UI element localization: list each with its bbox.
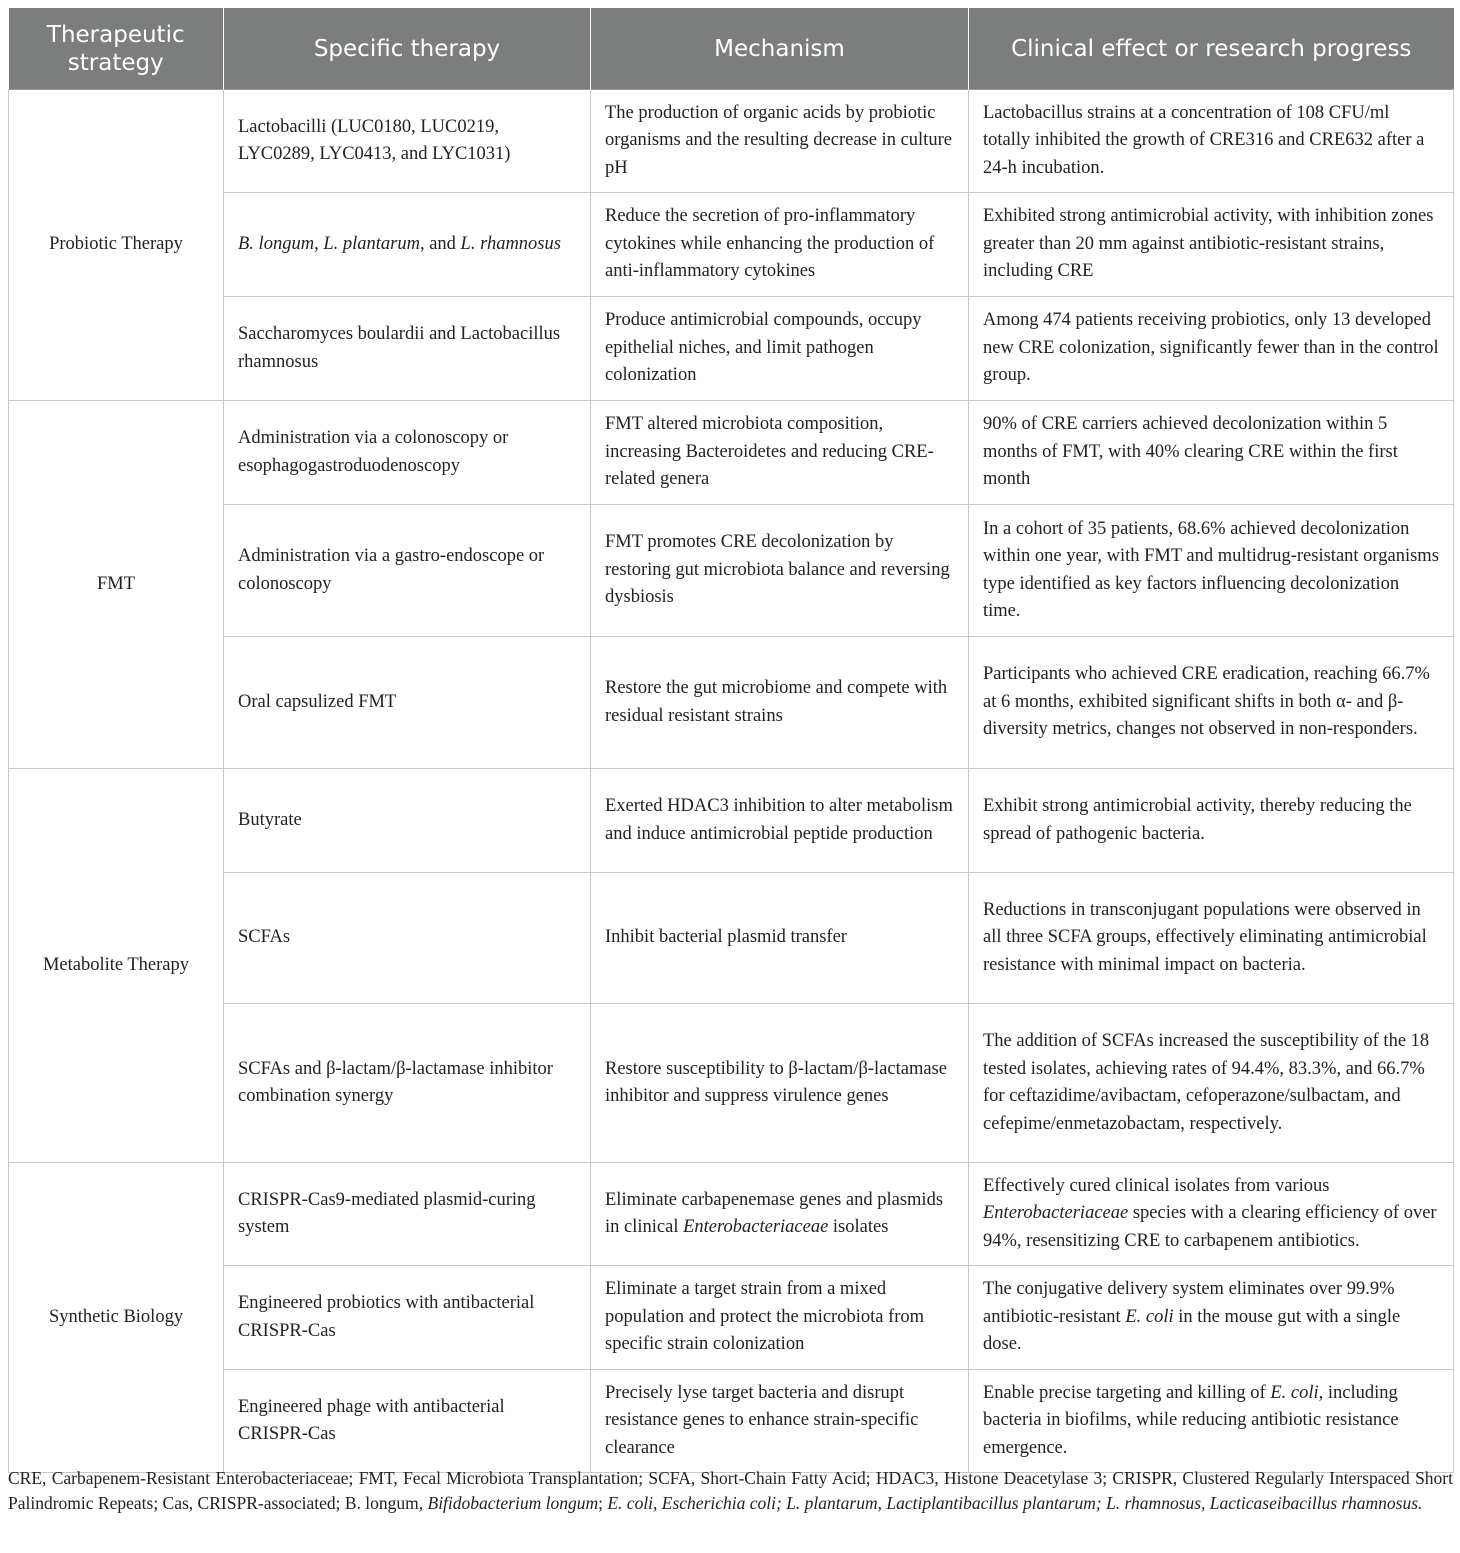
table-row [9, 637, 1454, 769]
table-row [9, 769, 1454, 873]
therapy-cell: Administration via a colonoscopy or esophagogastroduodenoscopy [224, 401, 591, 505]
text-segment: isolates [828, 1217, 889, 1237]
effect-cell: The addition of SCFAs increased the susceptibility of the 18 tested isolates, achieving rates of 94.4%, 83.3%, and 66.7% for ceftazidime/avibactam, cefoperazone/sulbactam, and cefepime/enmetazobactam, respectively. [969, 1004, 1454, 1163]
effect-cell: Reductions in transconjugant populations were observed in all three SCFA groups, effectively eliminating antimicrobial resistance with minimal impact on bacteria. [969, 873, 1454, 1004]
mechanism-cell: Reduce the secretion of pro-inflammatory cytokines while enhancing the production of anti-inflammatory cytokines [591, 193, 969, 297]
table-row [9, 1266, 1454, 1370]
species-name: E. coli [1270, 1382, 1319, 1403]
species-name: L. rhamnosus [460, 233, 561, 254]
header-strategy: Therapeutic strategy [9, 8, 224, 90]
mechanism-cell: Precisely lyse target bacteria and disrupt resistance genes to enhance strain-specific clearance [591, 1370, 969, 1473]
text-segment: , including bacteria in biofilms, while reducing antibiotic resistance emergence. [983, 1382, 1399, 1458]
therapy-table [8, 8, 1454, 1473]
effect-cell [969, 1163, 1454, 1266]
effect-cell: Exhibit strong antimicrobial activity, thereby reducing the spread of pathogenic bacteria. [969, 769, 1454, 873]
therapy-cell: SCFAs and β-lactam/β-lactamase inhibitor combination synergy [224, 1004, 591, 1163]
therapy-cell: Saccharomyces boulardii and Lactobacillus rhamnosus [224, 297, 591, 401]
effect-cell: Exhibited strong antimicrobial activity, with inhibition zones greater than 20 mm against antibiotic-resistant strains, including CRE [969, 193, 1454, 297]
mechanism-cell: Eliminate a target strain from a mixed population and protect the microbiota from specific strain colonization [591, 1266, 969, 1370]
therapy-cell: CRISPR-Cas9-mediated plasmid-curing system [224, 1163, 591, 1266]
mechanism-cell: FMT promotes CRE decolonization by restoring gut microbiota balance and reversing dysbiosis [591, 505, 969, 637]
mechanism-cell: Produce antimicrobial compounds, occupy epithelial niches, and limit pathogen colonization [591, 297, 969, 401]
therapy-cell [224, 193, 591, 297]
species-name: B. longum [238, 233, 315, 254]
table-row [9, 1163, 1454, 1266]
header-clinical-effect: Clinical effect or research progress [969, 8, 1454, 90]
species-name: E. coli [1125, 1306, 1174, 1327]
mechanism-cell: The production of organic acids by probiotic organisms and the resulting decrease in culture pH [591, 90, 969, 193]
header-mechanism: Mechanism [591, 8, 969, 90]
species-name: L. plantarum [323, 233, 420, 254]
footnote-italic: Bifidobacterium longum [427, 1493, 599, 1513]
table-row [9, 505, 1454, 637]
therapy-cell: Oral capsulized FMT [224, 637, 591, 769]
text-segment: Enable precise targeting and killing of [983, 1382, 1271, 1403]
strategy-cell: Probiotic Therapy [9, 90, 224, 401]
mechanism-cell: Restore susceptibility to β-lactam/β-lactamase inhibitor and suppress virulence genes [591, 1004, 969, 1163]
therapy-cell: Lactobacilli (LUC0180, LUC0219, LYC0289, LYC0413, and LYC1031) [224, 90, 591, 193]
footnote-italic: E. coli, Escherichia coli; L. plantarum, Lactiplantibacillus plantarum; L. rhamnosus, Lacticaseibacillus rhamnosus. [607, 1493, 1423, 1513]
mechanism-cell: FMT altered microbiota composition, increasing Bacteroidetes and reducing CRE-related genera [591, 401, 969, 505]
therapy-cell: Administration via a gastro-endoscope or colonoscopy [224, 505, 591, 637]
footnote-text: ; [598, 1493, 608, 1513]
species-name: Enterobacteriaceae [683, 1217, 829, 1237]
mechanism-cell: Restore the gut microbiome and compete with residual resistant strains [591, 637, 969, 769]
therapy-cell: SCFAs [224, 873, 591, 1004]
effect-cell [969, 1370, 1454, 1473]
effect-cell: Among 474 patients receiving probiotics, only 13 developed new CRE colonization, significantly fewer than in the control group. [969, 297, 1454, 401]
mechanism-cell [591, 1163, 969, 1266]
effect-cell: In a cohort of 35 patients, 68.6% achieved decolonization within one year, with FMT and multidrug-resistant organisms type identified as key factors influencing decolonization time. [969, 505, 1454, 637]
text-segment: , and [419, 233, 461, 254]
therapy-cell: Engineered probiotics with antibacterial CRISPR-Cas [224, 1266, 591, 1370]
effect-cell: Lactobacillus strains at a concentration of 108 CFU/ml totally inhibited the growth of CRE316 and CRE632 after a 24-h incubation. [969, 90, 1454, 193]
text-segment: Effectively cured clinical isolates from various [983, 1175, 1330, 1196]
text-segment: Eliminate carbapenemase genes and plasmids in clinical [605, 1189, 944, 1237]
table-row [9, 297, 1454, 401]
table-row [9, 873, 1454, 1004]
mechanism-cell: Exerted HDAC3 inhibition to alter metabolism and induce antimicrobial peptide production [591, 769, 969, 873]
strategy-cell: Synthetic Biology [9, 1163, 224, 1473]
effect-cell: Participants who achieved CRE eradication, reaching 66.7% at 6 months, exhibited significant shifts in both α- and β-diversity metrics, changes not observed in non-responders. [969, 637, 1454, 769]
strategy-cell: Metabolite Therapy [9, 769, 224, 1163]
table-row [9, 401, 1454, 505]
effect-cell: 90% of CRE carriers achieved decolonization within 5 months of FMT, with 40% clearing CRE within the first month [969, 401, 1454, 505]
table-row [9, 90, 1454, 193]
text-segment: The conjugative delivery system eliminates over 99.9% antibiotic-resistant [983, 1279, 1395, 1327]
mechanism-cell: Inhibit bacterial plasmid transfer [591, 873, 969, 1004]
text-segment: in the mouse gut with a single dose. [983, 1306, 1401, 1355]
text-segment: , [314, 233, 324, 254]
header-row [9, 8, 1454, 90]
table-row [9, 1370, 1454, 1473]
therapy-cell: Butyrate [224, 769, 591, 873]
table-container [8, 8, 1453, 1473]
table-row [9, 1004, 1454, 1163]
species-name: Enterobacteriaceae [983, 1203, 1129, 1224]
table-footnote [8, 1466, 1453, 1516]
effect-cell [969, 1266, 1454, 1370]
table-row [9, 193, 1454, 297]
header-specific-therapy: Specific therapy [224, 8, 591, 90]
text-segment: species with a clearing efficiency of over 94%, resensitizing CRE to carbapenem antibiotics. [983, 1203, 1437, 1251]
therapy-cell: Engineered phage with antibacterial CRISPR-Cas [224, 1370, 591, 1473]
footnote-text: CRE, Carbapenem-Resistant Enterobacteriaceae; FMT, Fecal Microbiota Transplantation; SCFA, Short-Chain Fatty Acid; HDAC3, Histone Deacetylase 3; CRISPR, Clustered Regularly Interspaced Short Palindromic Repeats; Cas, CRISPR-associated; B. longum, [8, 1468, 1453, 1513]
strategy-cell: FMT [9, 401, 224, 769]
